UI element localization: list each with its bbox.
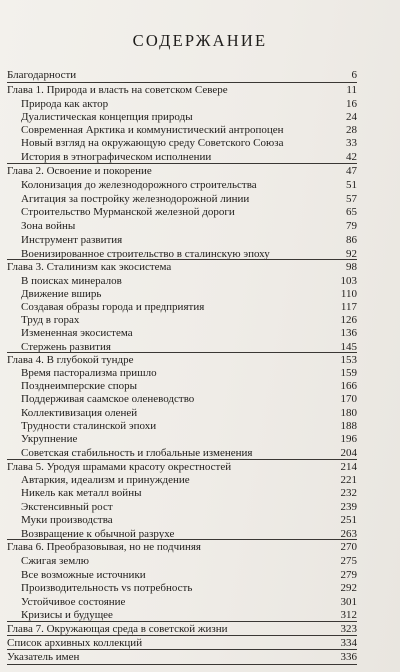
divider xyxy=(7,459,357,460)
toc-page-number: 221 xyxy=(340,474,357,486)
toc-entry-label: Укрупнение xyxy=(21,433,78,445)
toc-entry-label: Благодарности xyxy=(7,69,77,81)
toc-entry-label: Создавая образы города и предприятия xyxy=(21,301,205,313)
toc-entry-label: Измененная экосистема xyxy=(21,327,133,339)
toc-entry-label: Зона войны xyxy=(21,220,76,232)
toc-entry-label: Коллективизация оленей xyxy=(21,407,138,419)
toc-page-number: 117 xyxy=(340,301,357,313)
toc-entry xyxy=(7,165,357,177)
toc-subentry xyxy=(21,151,357,163)
toc-page-number: 275 xyxy=(340,555,357,567)
divider xyxy=(7,649,357,650)
toc-page-number: 24 xyxy=(346,111,357,123)
toc-page-number: 251 xyxy=(340,514,357,526)
toc-subentry xyxy=(21,433,357,445)
divider xyxy=(7,352,357,353)
toc-page-number: 312 xyxy=(340,609,357,621)
page-title: СОДЕРЖАНИЕ xyxy=(132,31,268,50)
toc-subentry xyxy=(21,474,357,486)
toc-page-number: 47 xyxy=(346,165,357,177)
toc-page-number: 170 xyxy=(340,393,357,405)
toc-entry-label: Никель как металл войны xyxy=(21,487,142,499)
toc-entry-label: В поисках минералов xyxy=(21,275,122,287)
toc-page-number: 279 xyxy=(340,569,357,581)
toc-entry-label: Движение вширь xyxy=(21,288,102,300)
toc-entry-label: Строительство Мурманской железной дороги xyxy=(21,206,235,218)
toc-entry-label: Новый взгляд на окружающую среду Советского Союза xyxy=(21,137,284,149)
toc-page-number: 98 xyxy=(346,261,357,273)
toc-page-number: 79 xyxy=(346,220,357,232)
toc-subentry xyxy=(21,288,357,300)
toc-entry-label: Военизированное строительство в сталинскую эпоху xyxy=(21,248,270,260)
toc-page-number: 334 xyxy=(340,637,357,649)
toc-subentry xyxy=(21,555,357,567)
toc-entry xyxy=(7,84,357,96)
toc-subentry xyxy=(21,137,357,149)
divider xyxy=(7,163,357,164)
toc-subentry xyxy=(21,314,357,326)
toc-subentry xyxy=(21,569,357,581)
toc-page-number: 196 xyxy=(340,433,357,445)
toc-subentry xyxy=(21,582,357,594)
toc-subentry xyxy=(21,98,357,110)
toc-entry-label: Список архивных коллекций xyxy=(7,637,143,649)
toc-entry-label: Указатель имен xyxy=(7,651,80,663)
toc-entry-label: Экстенсивный рост xyxy=(21,501,113,513)
toc-page-number: 28 xyxy=(346,124,357,136)
divider xyxy=(7,259,357,260)
toc-subentry xyxy=(21,193,357,205)
divider xyxy=(7,635,357,636)
toc-page-number: 292 xyxy=(340,582,357,594)
toc-entry-label: Глава 4. В глубокой тундре xyxy=(7,354,134,366)
divider xyxy=(7,82,357,83)
divider xyxy=(7,664,357,665)
toc-entry-label: Глава 3. Сталинизм как экосистема xyxy=(7,261,172,273)
toc-page-number: 336 xyxy=(340,651,357,663)
toc-entry-label: Сжигая землю xyxy=(21,555,89,567)
toc-subentry xyxy=(21,301,357,313)
toc-page-number: 86 xyxy=(346,234,357,246)
toc-subentry xyxy=(21,407,357,419)
toc-subentry xyxy=(21,380,357,392)
toc-page-number: 153 xyxy=(340,354,357,366)
divider xyxy=(7,621,357,622)
toc-subentry xyxy=(21,327,357,339)
toc-entry-label: Поддерживая саамское оленеводство xyxy=(21,393,195,405)
toc-page-number: 166 xyxy=(340,380,357,392)
toc-page-number: 263 xyxy=(340,528,357,540)
toc-entry xyxy=(7,69,357,81)
toc-entry-label: Советская стабильность и глобальные изменения xyxy=(21,447,253,459)
toc-entry-label: Трудности сталинской эпохи xyxy=(21,420,157,432)
toc-entry-label: Стержень развития xyxy=(21,341,111,353)
toc-page-number: 301 xyxy=(340,596,357,608)
toc-subentry xyxy=(21,179,357,191)
toc-entry-label: Колонизация до железнодорожного строительства xyxy=(21,179,257,191)
toc-page-number: 204 xyxy=(340,447,357,459)
toc-page-number: 33 xyxy=(346,137,357,149)
toc-page-number: 214 xyxy=(340,461,357,473)
toc-page-number: 92 xyxy=(346,248,357,260)
toc-page-number: 323 xyxy=(340,623,357,635)
toc-subentry xyxy=(21,206,357,218)
toc-subentry xyxy=(21,124,357,136)
toc-entry xyxy=(7,461,357,473)
toc-entry-label: Автаркия, идеализм и принуждение xyxy=(21,474,190,486)
toc-subentry xyxy=(21,420,357,432)
toc-entry-label: Глава 2. Освоение и покорение xyxy=(7,165,152,177)
toc-entry-label: Возвращение к обычной разрухе xyxy=(21,528,175,540)
toc-page-number: 11 xyxy=(346,84,357,96)
toc-subentry xyxy=(21,596,357,608)
toc-entry-label: Природа как актор xyxy=(21,98,109,110)
toc-entry-label: Дуалистическая концепция природы xyxy=(21,111,193,123)
toc-entry-label: Современная Арктика и коммунистический антропоцен xyxy=(21,124,284,136)
toc-entry-label: Кризисы и будущее xyxy=(21,609,113,621)
toc-page-number: 6 xyxy=(351,69,357,81)
toc-page-number: 145 xyxy=(340,341,357,353)
toc-subentry xyxy=(21,487,357,499)
toc-page-number: 65 xyxy=(346,206,357,218)
toc-page-number: 51 xyxy=(346,179,357,191)
toc-entry-label: Глава 1. Природа и власть на советском Севере xyxy=(7,84,228,96)
toc-entry-label: Агитация за постройку железнодорожной линии xyxy=(21,193,250,205)
toc-entry-label: Глава 6. Преобразовывая, но не подчиняя xyxy=(7,541,201,553)
toc-entry-label: Инструмент развития xyxy=(21,234,123,246)
toc-entry-label: Позднеимперские споры xyxy=(21,380,137,392)
toc-entry xyxy=(7,623,357,635)
toc-page-number: 188 xyxy=(340,420,357,432)
toc-page-number: 270 xyxy=(340,541,357,553)
toc-subentry xyxy=(21,111,357,123)
toc-page-number: 232 xyxy=(340,487,357,499)
toc-page-number: 126 xyxy=(340,314,357,326)
toc-subentry xyxy=(21,220,357,232)
toc-page-number: 110 xyxy=(340,288,357,300)
toc-entry xyxy=(7,637,357,649)
toc-subentry xyxy=(21,367,357,379)
toc-entry-label: Муки производства xyxy=(21,514,113,526)
toc-subentry xyxy=(21,275,357,287)
toc-subentry xyxy=(21,609,357,621)
toc-entry-label: Устойчивое состояние xyxy=(21,596,126,608)
toc-entry-label: Производительность vs потребность xyxy=(21,582,193,594)
toc-subentry xyxy=(21,447,357,459)
toc-subentry xyxy=(21,501,357,513)
toc-page-number: 103 xyxy=(340,275,357,287)
toc-page-number: 180 xyxy=(340,407,357,419)
toc-page-number: 57 xyxy=(346,193,357,205)
toc-entry-label: Все возможные источники xyxy=(21,569,146,581)
toc-entry-label: Глава 5. Уродуя шрамами красоту окрестностей xyxy=(7,461,232,473)
toc-subentry xyxy=(21,393,357,405)
toc-entry xyxy=(7,354,357,366)
toc-entry-label: Время пасторализма пришло xyxy=(21,367,157,379)
toc-page-number: 159 xyxy=(340,367,357,379)
divider xyxy=(7,539,357,540)
toc-page-number: 42 xyxy=(346,151,357,163)
toc-page-number: 16 xyxy=(346,98,357,110)
toc-entry-label: Труд в горах xyxy=(21,314,80,326)
toc-entry xyxy=(7,261,357,273)
toc-subentry xyxy=(21,234,357,246)
toc-entry xyxy=(7,541,357,553)
toc-subentry xyxy=(21,514,357,526)
toc-entry-label: История в этнографическом исполнении xyxy=(21,151,212,163)
toc-page-number: 239 xyxy=(340,501,357,513)
toc-page-number: 136 xyxy=(340,327,357,339)
toc-entry xyxy=(7,651,357,663)
toc-entry-label: Глава 7. Окружающая среда в советской жизни xyxy=(7,623,228,635)
